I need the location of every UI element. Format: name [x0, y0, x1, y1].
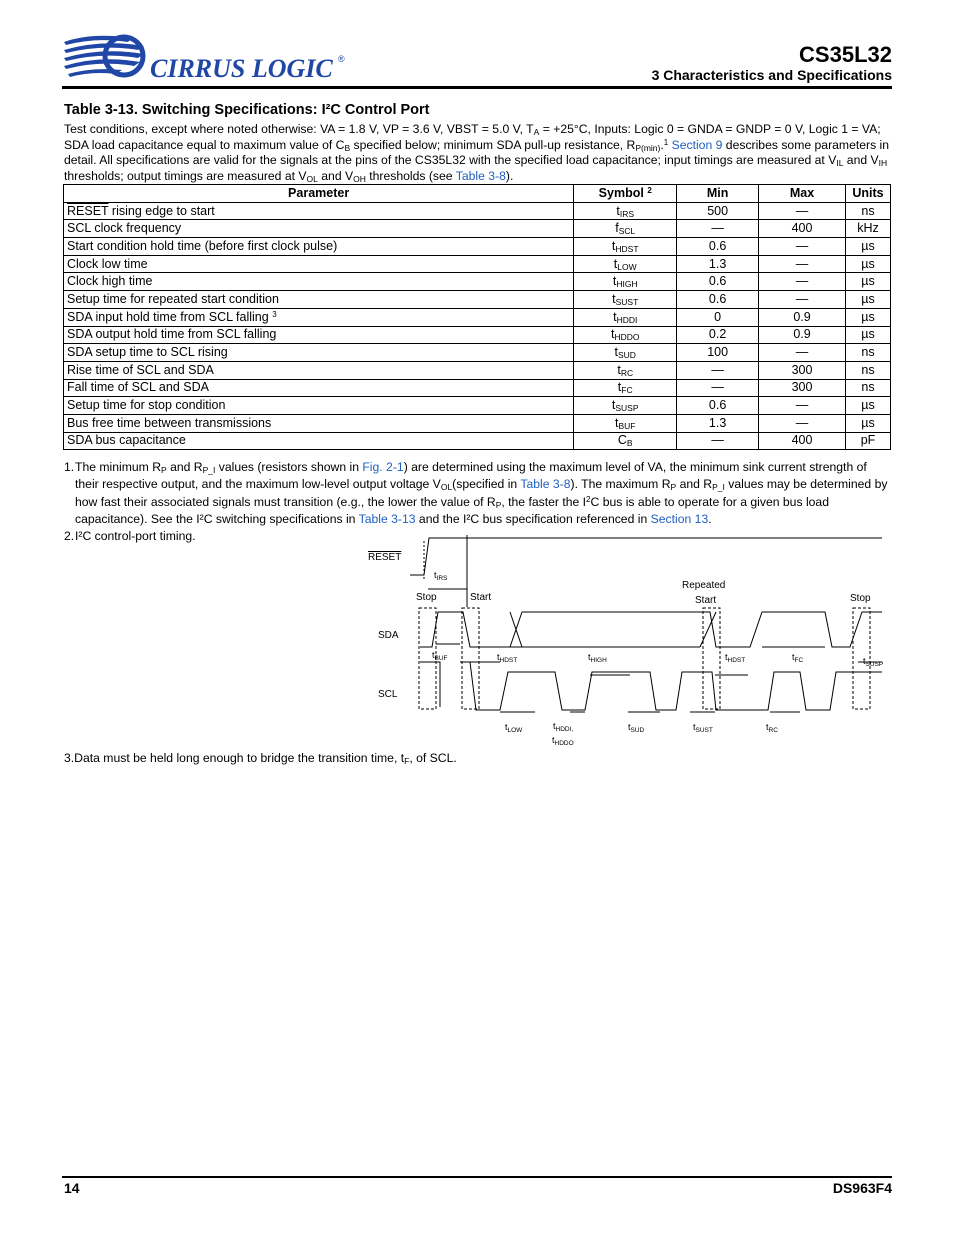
table-row — [64, 255, 891, 273]
cirrus-logic-logo — [62, 30, 352, 85]
symbol-cell: $t_{HDST}$ — [574, 238, 677, 256]
min-cell: 0.6 — [677, 238, 759, 256]
reset-label: RESET — [368, 552, 402, 563]
units-cell: ns — [845, 361, 890, 379]
table-title: Table 3-13. Switching Specifications: I²C Control Port — [64, 102, 430, 118]
symbol-cell: $t_{SUSP}$ — [574, 397, 677, 415]
units-cell: µs — [845, 414, 890, 432]
min-cell: 100 — [677, 344, 759, 362]
units-cell: ns — [845, 379, 890, 397]
units-cell: kHz — [845, 220, 890, 238]
max-cell: — — [759, 202, 846, 220]
min-cell: 0 — [677, 308, 759, 326]
timing-label: $t_{BUF}$ — [432, 650, 448, 662]
symbol-cell: $t_{BUF}$ — [574, 414, 677, 432]
table-row — [64, 432, 891, 450]
repeated-marker: Repeated — [682, 580, 726, 591]
timing-label: $t_{HDDO}$ — [552, 735, 574, 747]
timing-label: $t_{FC}$ — [792, 652, 804, 664]
max-cell: 300 — [759, 361, 846, 379]
registered-mark: ® — [338, 54, 345, 64]
table-row — [64, 291, 891, 309]
col-units: Units — [845, 185, 890, 203]
col-min: Min — [677, 185, 759, 203]
param-cell: Start condition hold time (before first clock pulse) — [64, 238, 574, 256]
scl-label: SCL — [378, 689, 398, 700]
max-cell: — — [759, 273, 846, 291]
units-cell: ns — [845, 202, 890, 220]
test-conditions: Test conditions, except where noted otherwise: VA = 1.8 V, VP = 3.6 V, VBST = 5.0 V, $T_A = +25^\circ C$, Inputs: Logic 0 = GNDA = GNDP = 0 V, Logic 1 = VA; SDA load capacitance equal to maximum value of $C_B$ specified below; minimum SDA pull-up resistance, $R_{P(min)}.^1$ Section 9 describes some parameters in detail. All specifications are valid for the signals at the pins of the CS35L32 with the specified load capacitance; input timings are measured at $V_{IL}$ and $V_{IH}$ thresholds; output timings are measured at $V_{OL}$ and $V_{OH}$ thresholds (see Table 3-8). — [64, 122, 890, 184]
stop-marker-end: Stop — [850, 593, 871, 604]
units-cell: µs — [845, 273, 890, 291]
symbol-cell: $t_{SUD}$ — [574, 344, 677, 362]
param-cell: Bus free time between transmissions — [64, 414, 574, 432]
section-title: 3 Characteristics and Specifications — [651, 67, 892, 83]
timing-label: $t_{LOW}$ — [505, 722, 523, 734]
min-cell: 1.3 — [677, 255, 759, 273]
document-id: DS963F4 — [832, 1180, 892, 1196]
timing-label: $t_{HDDI,}$ — [553, 721, 574, 733]
max-cell: 0.9 — [759, 308, 846, 326]
max-cell: — — [759, 344, 846, 362]
symbol-cell: $C_B$ — [574, 432, 677, 450]
min-cell: 500 — [677, 202, 759, 220]
note-3: 3.Data must be held long enough to bridge the transition time, $t_F$, of SCL. — [64, 751, 457, 766]
param-cell: Clock high time — [64, 273, 574, 291]
min-cell: 0.6 — [677, 291, 759, 309]
section-13-link[interactable]: Section 13 — [650, 511, 709, 526]
param-cell: Fall time of SCL and SDA — [64, 379, 574, 397]
page-number: 14 — [64, 1180, 80, 1196]
param-cell: Setup time for stop condition — [64, 397, 574, 415]
min-cell: — — [677, 220, 759, 238]
symbol-cell: $f_{SCL}$ — [574, 220, 677, 238]
timing-label: $t_{RC}$ — [766, 722, 778, 734]
units-cell: pF — [845, 432, 890, 450]
max-cell: — — [759, 255, 846, 273]
section-9-link[interactable]: Section 9 — [671, 137, 723, 152]
table-row — [64, 202, 891, 220]
col-parameter: Parameter — [64, 185, 574, 203]
max-cell: 300 — [759, 379, 846, 397]
symbol-cell: $t_{IRS}$ — [574, 202, 677, 220]
param-cell: Rise time of SCL and SDA — [64, 361, 574, 379]
min-cell: 0.6 — [677, 397, 759, 415]
reset-waveform — [410, 538, 882, 575]
param-cell: Setup time for repeated start condition — [64, 291, 574, 309]
table-3-8-link-note[interactable]: Table 3-8 — [520, 477, 571, 492]
col-max: Max — [759, 185, 846, 203]
units-cell: µs — [845, 291, 890, 309]
start-marker: Start — [470, 592, 492, 603]
symbol-cell: $t_{LOW}$ — [574, 255, 677, 273]
table-row — [64, 220, 891, 238]
footer-rule — [62, 1176, 892, 1178]
units-cell: µs — [845, 326, 890, 344]
timing-label: $t_{SUD}$ — [628, 722, 645, 734]
sda-waveform — [420, 612, 882, 647]
timing-label: $t_{HDST}$ — [725, 652, 746, 664]
timing-label: $t_{HDST}$ — [497, 652, 518, 664]
brand-name: CIRRUS LOGIC — [150, 54, 333, 83]
min-cell: 0.2 — [677, 326, 759, 344]
table-row — [64, 273, 891, 291]
note-2: 2. I²C control-port timing. — [64, 529, 196, 544]
param-cell: RESET rising edge to start — [64, 202, 574, 220]
symbol-cell: $t_{FC}$ — [574, 379, 677, 397]
symbol-cell: $t_{HIGH}$ — [574, 273, 677, 291]
header-rule — [62, 86, 892, 89]
min-cell: 1.3 — [677, 414, 759, 432]
repeated-start-marker: Start — [695, 595, 717, 606]
timing-label: $t_{HIGH}$ — [588, 652, 607, 664]
scl-waveform — [420, 662, 882, 710]
table-row — [64, 379, 891, 397]
i2c-timing-diagram — [360, 532, 890, 757]
table-row — [64, 344, 891, 362]
param-cell: SDA output hold time from SCL falling — [64, 326, 574, 344]
table-row — [64, 326, 891, 344]
max-cell: 0.9 — [759, 326, 846, 344]
timing-label: $t_{SUSP}$ — [863, 656, 884, 668]
table-3-13-link[interactable]: Table 3-13 — [358, 511, 416, 526]
param-cell: SDA setup time to SCL rising — [64, 344, 574, 362]
max-cell: 400 — [759, 220, 846, 238]
table-row — [64, 238, 891, 256]
units-cell: µs — [845, 238, 890, 256]
sda-label: SDA — [378, 630, 399, 641]
symbol-cell: $t_{RC}$ — [574, 361, 677, 379]
param-cell: SCL clock frequency — [64, 220, 574, 238]
units-cell: µs — [845, 255, 890, 273]
timing-label: $t_{IRS}$ — [434, 570, 448, 582]
min-cell: — — [677, 379, 759, 397]
symbol-cell: $t_{SUST}$ — [574, 291, 677, 309]
max-cell: — — [759, 414, 846, 432]
min-cell: — — [677, 432, 759, 450]
max-cell: — — [759, 397, 846, 415]
table-row — [64, 397, 891, 415]
max-cell: 400 — [759, 432, 846, 450]
table-header-row — [64, 185, 891, 203]
symbol-cell: $t_{HDDO}$ — [574, 326, 677, 344]
param-cell: Clock low time — [64, 255, 574, 273]
min-cell: 0.6 — [677, 273, 759, 291]
table-3-8-link[interactable]: Table 3-8 — [455, 168, 506, 183]
switching-spec-table — [63, 184, 891, 450]
table-row — [64, 414, 891, 432]
units-cell: ns — [845, 344, 890, 362]
table-row — [64, 361, 891, 379]
fig-2-1-link[interactable]: Fig. 2-1 — [362, 460, 404, 474]
min-cell: — — [677, 361, 759, 379]
param-cell: SDA input hold time from SCL falling $^3$ — [64, 308, 574, 326]
stop-marker: Stop — [416, 592, 437, 603]
note-1: 1. The minimum $R_P$ and $R_{P\_I}$ values (resistors shown in Fig. 2-1) are determined using the maximum level of VA, the minimum sink current strength of their respective output, and the maximum low-level output voltage $V_{OL}(specified$ in Table 3-8). The maximum $R_P$ and $R_{P\_I}$ values may be determined by how fast their associated signals must transition (e.g., the lower the value of $R_P$, the faster the $I^2C$ bus is able to operate for a given bus load capacitance). See the I²C switching specifications in Table 3-13 and the I²C bus specification referenced in Section 13. — [64, 460, 888, 526]
product-name: CS35L32 — [799, 42, 892, 67]
table-row — [64, 308, 891, 326]
symbol-cell: $t_{HDDI}$ — [574, 308, 677, 326]
col-symbol: Symbol $^2$ — [574, 185, 677, 203]
max-cell: — — [759, 238, 846, 256]
timing-label: $t_{SUST}$ — [693, 722, 713, 734]
max-cell: — — [759, 291, 846, 309]
param-cell: SDA bus capacitance — [64, 432, 574, 450]
units-cell: µs — [845, 397, 890, 415]
units-cell: µs — [845, 308, 890, 326]
